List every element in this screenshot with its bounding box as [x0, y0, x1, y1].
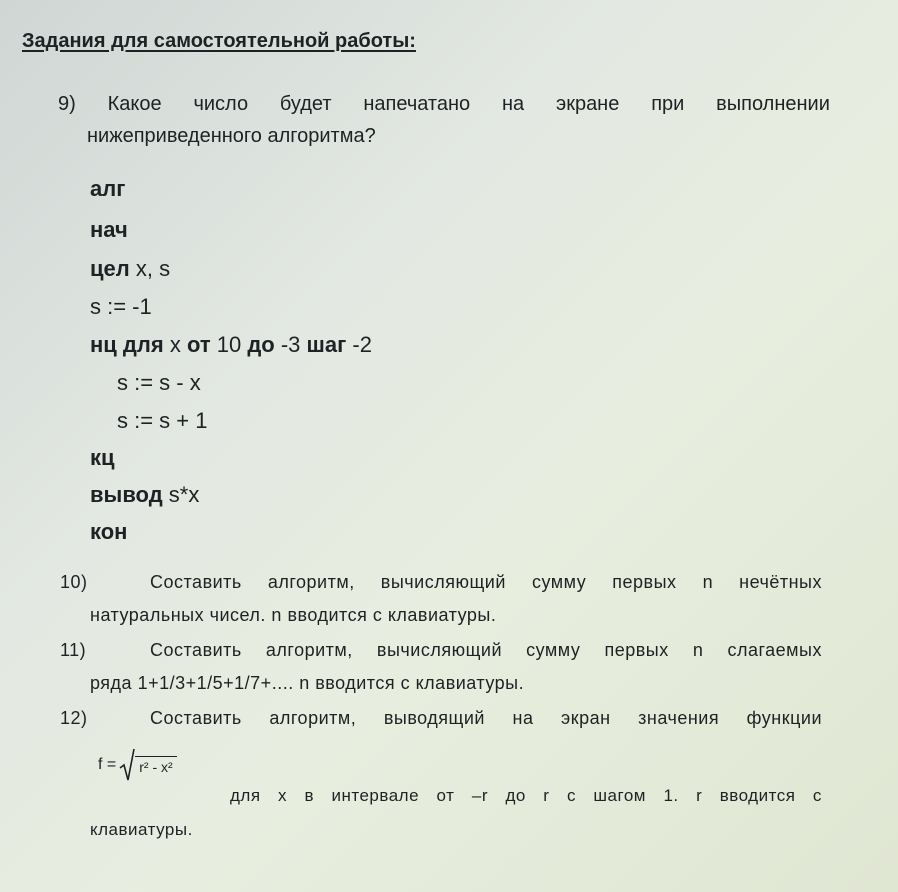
word: до: [505, 786, 526, 805]
word: Какое: [107, 93, 162, 115]
code-keyword: кон: [90, 519, 128, 544]
code-text: s := -1: [90, 294, 152, 319]
task-text-continued: натуральных чисел. n вводится с клавиатуры.: [90, 605, 497, 625]
word: x: [278, 786, 288, 805]
word: от: [436, 786, 455, 805]
task-10: [60, 572, 822, 626]
task-12-last-line: клавиатуры.: [90, 820, 193, 839]
code-text: x: [163, 332, 187, 357]
code-keyword: цел: [90, 256, 130, 281]
code-line-loop: [90, 332, 372, 358]
question-9-line-1: [58, 88, 830, 120]
code-keyword: кц: [90, 445, 115, 470]
sqrt: [119, 748, 176, 782]
word: в: [304, 786, 315, 805]
word: шагом: [593, 786, 646, 805]
question-9-line-2: нижеприведенного алгоритма?: [87, 125, 376, 147]
code-text: -2: [346, 332, 372, 357]
code-line-body-2: s := s + 1: [117, 408, 208, 433]
code-keyword: алг: [90, 176, 126, 201]
task-number: 12): [60, 708, 88, 728]
code-keyword: до: [247, 332, 275, 357]
code-text: -3: [274, 332, 307, 357]
code-line-alg: [90, 176, 125, 202]
task-text: Составить алгоритм, вычисляющий сумму первых n нечётных: [150, 572, 822, 592]
word: 1.: [663, 786, 679, 805]
code-line-cel: [90, 256, 170, 282]
task-11: [60, 640, 822, 694]
code-text: s*x: [162, 482, 200, 507]
task-text: Составить алгоритм, выводящий на экран значения функции: [150, 708, 822, 728]
task-number: 10): [60, 572, 88, 592]
code-keyword: от: [186, 332, 211, 357]
code-line-kon: [90, 519, 127, 545]
word: вводится: [719, 786, 796, 805]
word: на: [501, 93, 525, 115]
radical-sign-icon: [119, 748, 135, 782]
radicand: r² - x²: [135, 756, 176, 775]
word: с: [812, 786, 822, 805]
word: экране: [555, 93, 620, 115]
word: r: [696, 786, 703, 805]
code-text: 10: [210, 332, 248, 357]
code-line-nach: [90, 217, 128, 243]
code-keyword: вывод: [90, 482, 163, 507]
code-line-init: [90, 294, 152, 320]
word: будет: [279, 93, 332, 115]
code-keyword: нач: [90, 217, 128, 242]
code-text: x, s: [129, 256, 171, 281]
code-line-body-1: s := s - x: [117, 370, 201, 395]
word: для: [230, 786, 261, 805]
formula-lhs: f =: [98, 756, 117, 773]
word: выполнении: [716, 93, 830, 115]
section-heading: Задания для самостоятельной работы:: [22, 30, 416, 52]
task-text: Составить алгоритм, вычисляющий сумму первых n слагаемых: [150, 640, 822, 660]
word: число: [193, 93, 249, 115]
task-12: [60, 708, 822, 729]
word: при: [651, 93, 685, 115]
code-keyword: шаг: [306, 332, 347, 357]
task-number: 11): [60, 640, 87, 660]
word: с: [566, 786, 576, 805]
question-number: 9): [58, 93, 76, 115]
word: напечатано: [363, 93, 471, 115]
task-12-interval-line: [230, 786, 822, 806]
code-keyword: нц для: [90, 332, 164, 357]
word: r: [543, 786, 550, 805]
task-text-continued: ряда 1+1/3+1/5+1/7+.... n вводится с клавиатуры.: [90, 673, 525, 693]
question-9: [58, 88, 830, 152]
code-line-kc: [90, 445, 115, 471]
formula: [98, 748, 177, 782]
code-line-output: [90, 482, 199, 508]
word: –r: [471, 786, 488, 805]
word: интервале: [331, 786, 420, 805]
